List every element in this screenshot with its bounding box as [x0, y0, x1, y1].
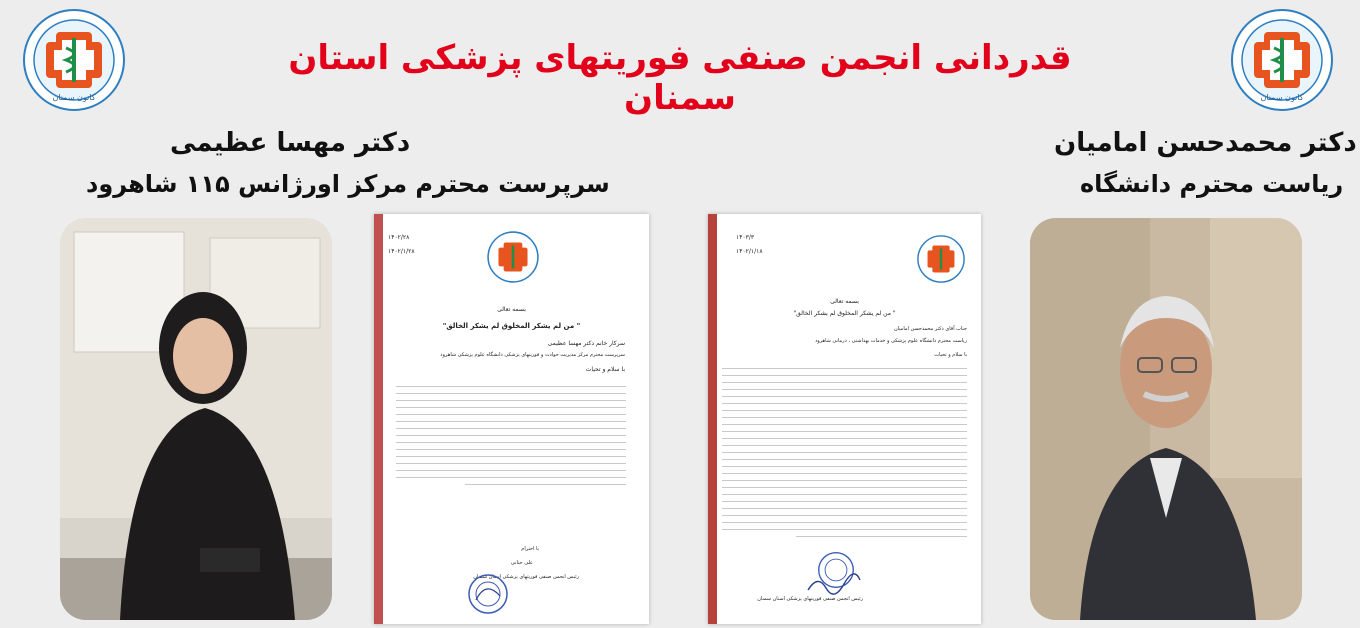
letter-number: ۱۴۰۲/۲۸ — [388, 234, 410, 241]
letter-body — [722, 368, 967, 543]
svg-text:کانون سمنان: کانون سمنان — [1260, 93, 1304, 102]
letter-number: ۱۴۰۳/۳ — [736, 234, 755, 241]
svg-text:کانون سمنان: کانون سمنان — [52, 93, 96, 102]
letter-addressee: سرکار خانم دکتر مهسا عظیمی — [547, 340, 625, 347]
letter-addressee-role: ریاست محترم دانشگاه علوم پزشکی و خدمات بهداشتی ، درمانی شاهرود — [815, 338, 967, 344]
letter-addressee-role: سرپرست محترم مرکز مدیریت حوادث و فوریتهای پزشکی دانشگاه علوم پزشکی شاهرود — [440, 352, 625, 358]
letter-quote: " من لم یشکر المخلوق لم یشکر الخالق" — [442, 322, 581, 330]
letter-stamp — [466, 572, 510, 616]
right-person-role: ریاست محترم دانشگاه — [1080, 170, 1344, 198]
page-title: قدردانی انجمن صنفی فوریتهای پزشکی استان سمنان — [288, 38, 1072, 118]
right-appreciation-letter — [708, 214, 981, 624]
left-appreciation-letter — [374, 214, 649, 624]
letter-logo — [486, 230, 540, 284]
letter-logo — [916, 234, 966, 284]
letter-greeting: با سلام و تحیات — [934, 352, 967, 358]
right-person-name: دکتر محمدحسن امامیان — [1054, 128, 1357, 158]
letter-stripe — [374, 214, 383, 624]
letter-body — [396, 386, 626, 491]
letter-signature — [804, 572, 864, 598]
right-person-photo — [1030, 218, 1302, 620]
letter-date: ۱۴۰۲/۱/۲۸ — [388, 248, 415, 255]
left-person-photo — [60, 218, 332, 620]
letter-greeting: با سلام و تحیات — [585, 366, 625, 373]
letter-quote: " من لم یشکر المخلوق لم یشکر الخالق" — [793, 310, 896, 317]
letter-date: ۱۴۰۲/۱/۱۸ — [736, 248, 763, 255]
letter-basmala: بسمه تعالی — [830, 298, 859, 305]
letter-signer: علی جنانی — [510, 560, 533, 566]
association-logo-left — [22, 8, 126, 112]
left-person-name: دکتر مهسا عظیمی — [170, 128, 411, 158]
letter-addressee: جناب آقای دکتر محمدحسن امامیان — [893, 326, 967, 332]
association-logo-right — [1230, 8, 1334, 112]
letter-signer-role: رئیس انجمن صنفی فوریتهای پزشکی استان سمنان — [473, 574, 579, 580]
letter-basmala: بسمه تعالی — [497, 306, 526, 313]
letter-stripe — [708, 214, 717, 624]
letter-signer-role: رئیس انجمن صنفی فوریتهای پزشکی استان سمنان — [757, 596, 863, 602]
left-person-role: سرپرست محترم مرکز اورژانس ۱۱۵ شاهرود — [86, 170, 610, 198]
letter-closing: با احترام — [521, 546, 539, 552]
